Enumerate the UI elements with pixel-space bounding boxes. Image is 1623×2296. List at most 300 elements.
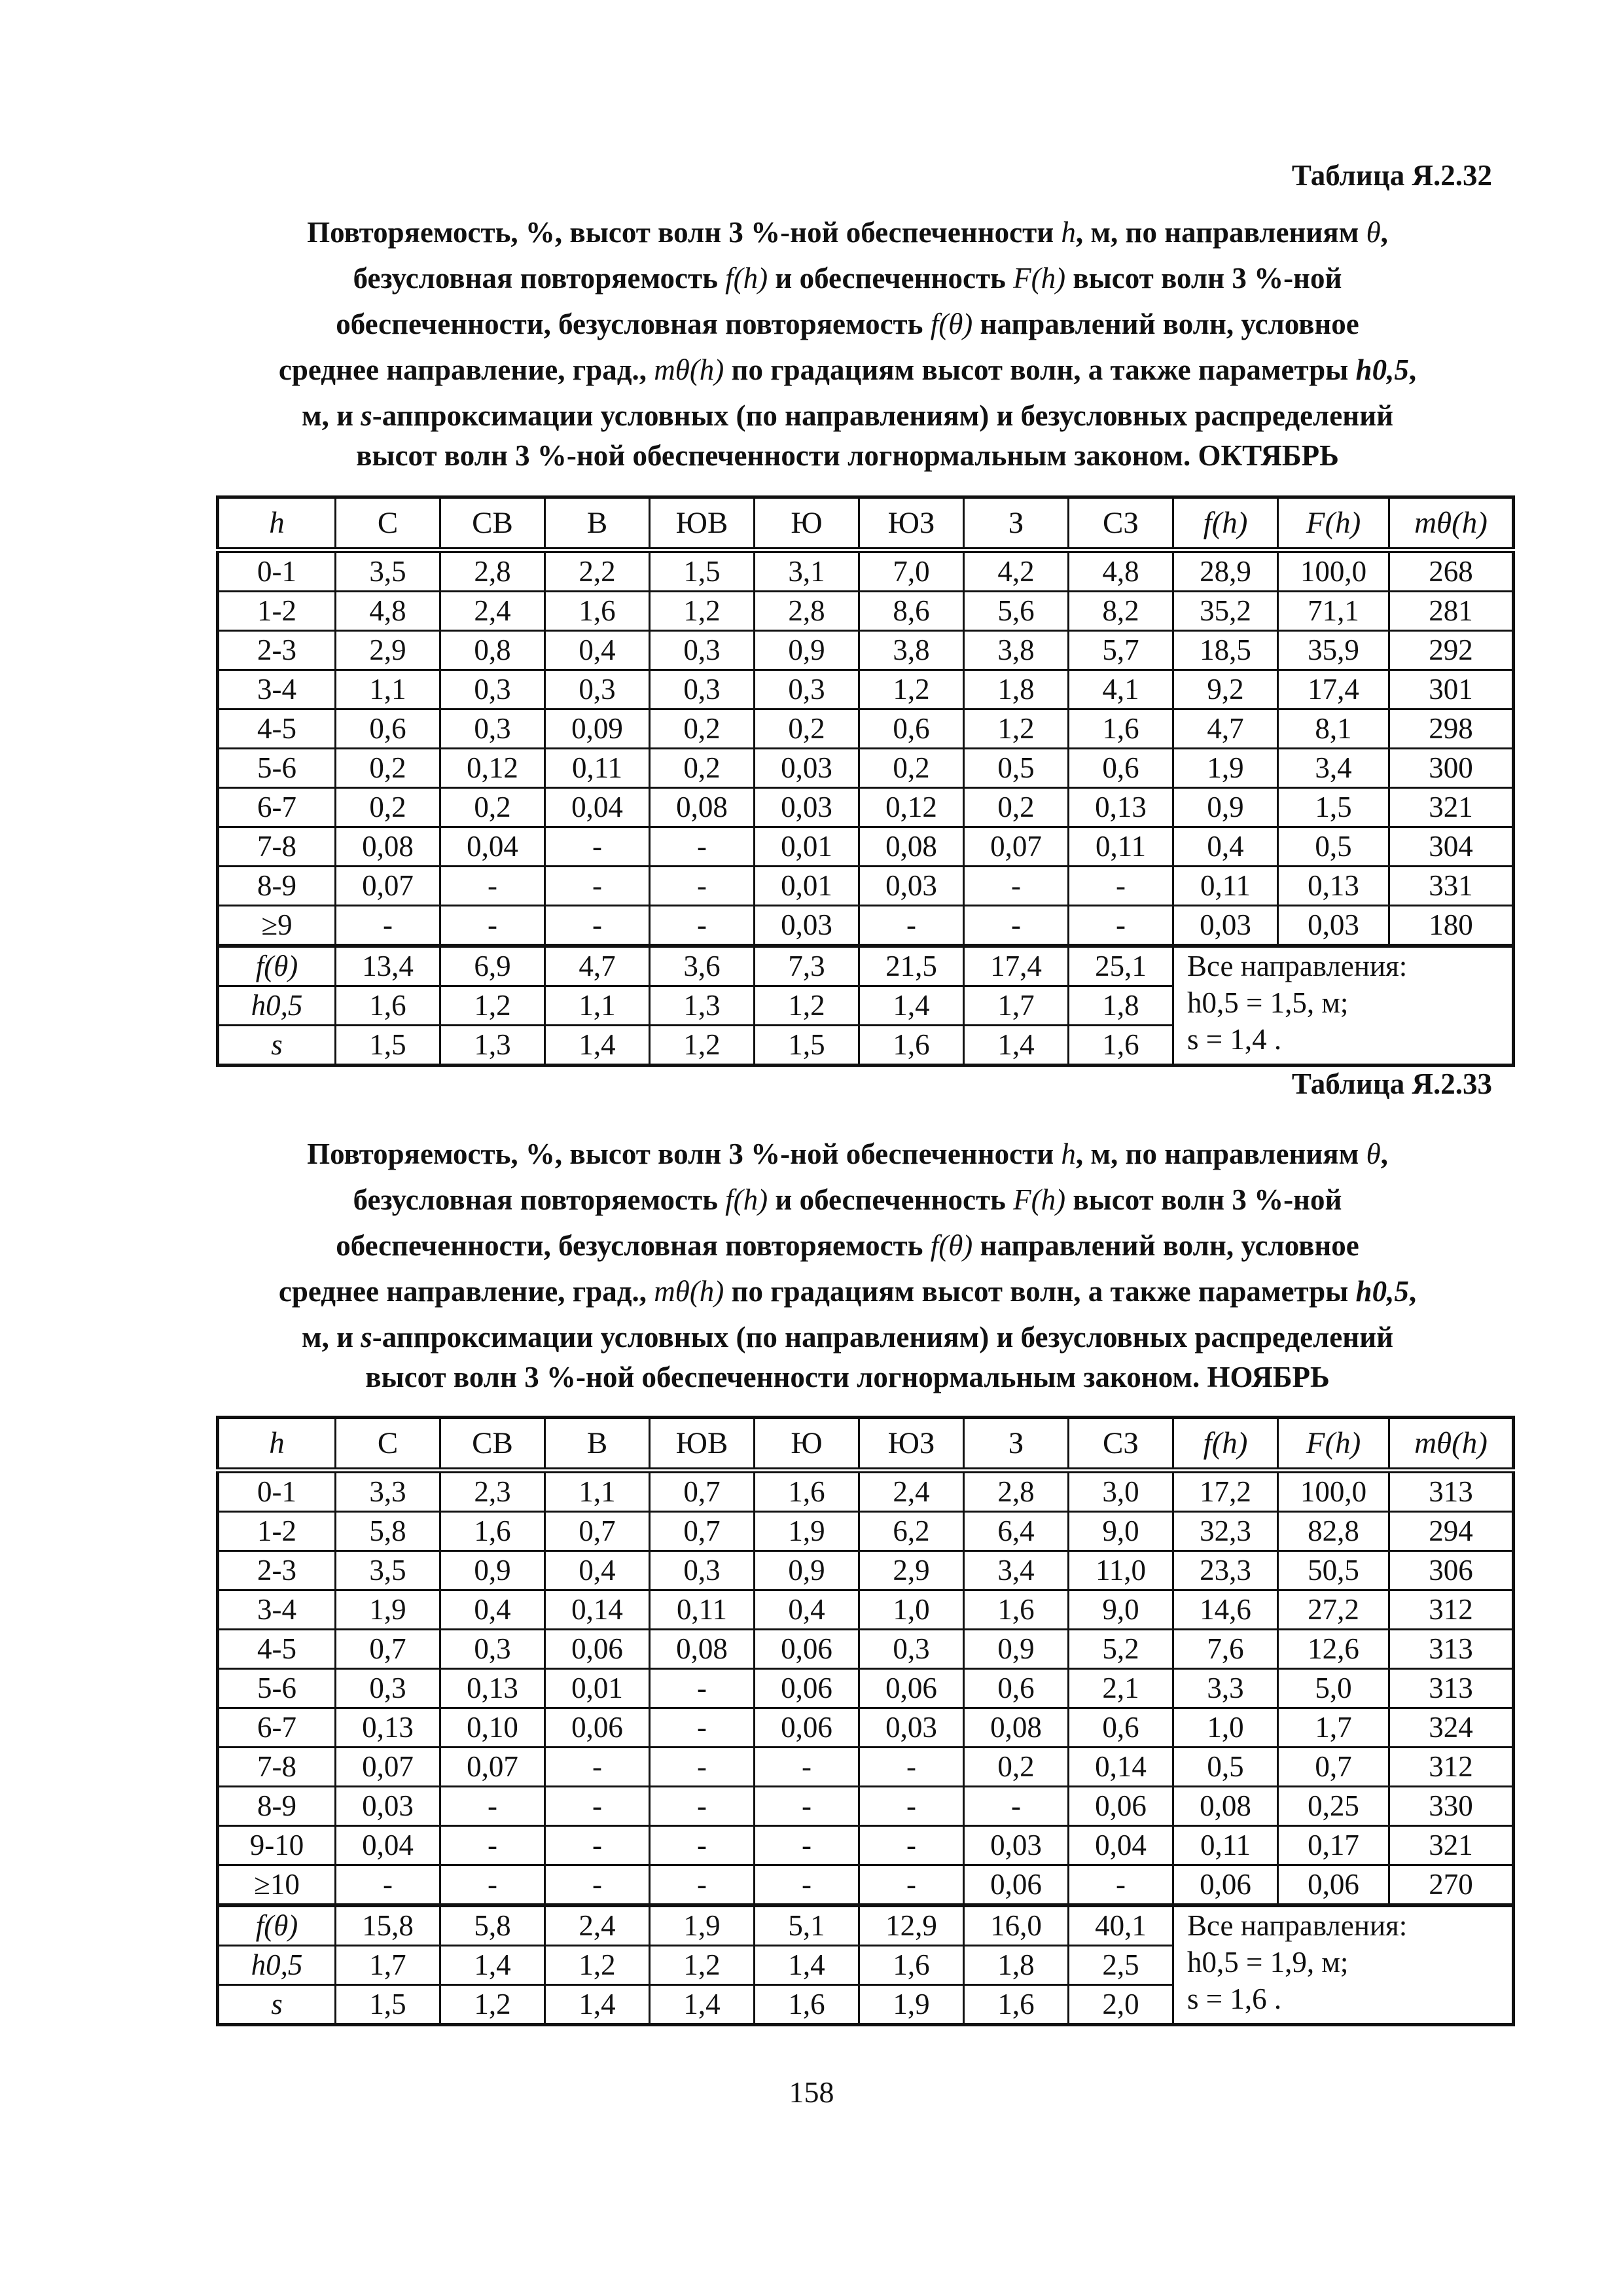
table-row bbox=[218, 1669, 1514, 1708]
table-cell: 313 bbox=[1389, 1630, 1514, 1669]
table-cell: - bbox=[440, 867, 545, 906]
table-row bbox=[218, 749, 1514, 788]
column-header: F(h) bbox=[1278, 497, 1389, 550]
table-cell: 292 bbox=[1389, 631, 1514, 670]
table-row bbox=[218, 709, 1514, 749]
table-cell: 3,5 bbox=[336, 1551, 440, 1590]
table-row bbox=[218, 1590, 1514, 1630]
table-cell: - bbox=[964, 867, 1069, 906]
table-cell: 1,6 bbox=[440, 1512, 545, 1551]
table-cell: 0,12 bbox=[859, 788, 964, 827]
table-cell: 8,1 bbox=[1278, 709, 1389, 749]
caption-line: Повторяемость, %, высот волн 3 %-ной обеспеченности h, м, по направлениям θ, bbox=[307, 216, 1388, 249]
table-cell: 294 bbox=[1389, 1512, 1514, 1551]
table-row bbox=[218, 550, 1514, 592]
table-cell: 9,2 bbox=[1173, 670, 1278, 709]
table-cell: 0,7 bbox=[650, 1471, 755, 1512]
row-header-cell: 2-3 bbox=[218, 631, 336, 670]
table-cell: 8,6 bbox=[859, 592, 964, 631]
table-label: Таблица Я.2.32 bbox=[1291, 159, 1492, 192]
table-row bbox=[218, 1787, 1514, 1826]
footer-cell: 25,1 bbox=[1069, 946, 1173, 986]
table-row bbox=[218, 827, 1514, 867]
table-cell: 0,17 bbox=[1278, 1826, 1389, 1865]
summary-line: Все направления: bbox=[1187, 1909, 1408, 1942]
row-header-cell: 5-6 bbox=[218, 1669, 336, 1708]
table-cell: 100,0 bbox=[1278, 1471, 1389, 1512]
table-cell: 0,9 bbox=[755, 631, 859, 670]
table-row bbox=[218, 1630, 1514, 1669]
table-cell: 324 bbox=[1389, 1708, 1514, 1748]
table-cell: 1,5 bbox=[1278, 788, 1389, 827]
footer-cell: 4,7 bbox=[545, 946, 650, 986]
table-cell: - bbox=[1069, 867, 1173, 906]
footer-row-label: h0,5 bbox=[218, 1946, 336, 1985]
table-cell: - bbox=[545, 1826, 650, 1865]
footer-cell: 1,4 bbox=[964, 1026, 1069, 1066]
table-cell: 1,2 bbox=[859, 670, 964, 709]
wave-table-november bbox=[216, 1416, 1515, 2026]
table-cell: 32,3 bbox=[1173, 1512, 1278, 1551]
column-header: З bbox=[964, 497, 1069, 550]
table-cell: 71,1 bbox=[1278, 592, 1389, 631]
table-cell: 0,08 bbox=[650, 1630, 755, 1669]
table-cell: 0,3 bbox=[440, 1630, 545, 1669]
table-cell: 0,2 bbox=[440, 788, 545, 827]
table-cell: 0,6 bbox=[1069, 749, 1173, 788]
column-header: h bbox=[218, 1418, 336, 1471]
footer-cell: 1,8 bbox=[964, 1946, 1069, 1985]
table-cell: - bbox=[650, 1748, 755, 1787]
footer-row-label: h0,5 bbox=[218, 986, 336, 1026]
table-cell: 3,0 bbox=[1069, 1471, 1173, 1512]
table-cell: 0,9 bbox=[1173, 788, 1278, 827]
table-cell: 1,2 bbox=[964, 709, 1069, 749]
table-cell: 17,2 bbox=[1173, 1471, 1278, 1512]
footer-cell: 16,0 bbox=[964, 1905, 1069, 1946]
footer-cell: 3,6 bbox=[650, 946, 755, 986]
table-cell: 0,06 bbox=[545, 1630, 650, 1669]
table-cell: 298 bbox=[1389, 709, 1514, 749]
table-cell: 2,9 bbox=[859, 1551, 964, 1590]
footer-cell: 1,2 bbox=[755, 986, 859, 1026]
table-cell: 50,5 bbox=[1278, 1551, 1389, 1590]
row-header-cell: 6-7 bbox=[218, 1708, 336, 1748]
footer-cell: 1,4 bbox=[440, 1946, 545, 1985]
table-cell: 28,9 bbox=[1173, 550, 1278, 592]
column-header: З bbox=[964, 1418, 1069, 1471]
table-cell: 0,04 bbox=[545, 788, 650, 827]
table-cell: 0,11 bbox=[650, 1590, 755, 1630]
table-cell: 0,4 bbox=[545, 631, 650, 670]
column-header: f(h) bbox=[1173, 1418, 1278, 1471]
column-header: С bbox=[336, 497, 440, 550]
table-cell: 3,8 bbox=[859, 631, 964, 670]
table-cell: 0,03 bbox=[964, 1826, 1069, 1865]
table-cell: 1,2 bbox=[650, 592, 755, 631]
table-cell: 0,3 bbox=[650, 631, 755, 670]
table-cell: 1,9 bbox=[1173, 749, 1278, 788]
footer-row-label: f(θ) bbox=[218, 946, 336, 986]
table-cell: 0,3 bbox=[755, 670, 859, 709]
table-cell: 1,6 bbox=[1069, 709, 1173, 749]
table-row bbox=[218, 867, 1514, 906]
table-row bbox=[218, 1512, 1514, 1551]
table-cell: 82,8 bbox=[1278, 1512, 1389, 1551]
summary-line: h0,5 = 1,5, м; bbox=[1187, 986, 1349, 1019]
table-cell: 0,4 bbox=[440, 1590, 545, 1630]
table-row bbox=[218, 592, 1514, 631]
table-cell: 0,7 bbox=[650, 1512, 755, 1551]
table-cell: 0,07 bbox=[440, 1748, 545, 1787]
table-cell: 0,08 bbox=[859, 827, 964, 867]
table-cell: 0,13 bbox=[440, 1669, 545, 1708]
summary-line: h0,5 = 1,9, м; bbox=[1187, 1946, 1349, 1979]
table-cell: 0,01 bbox=[545, 1669, 650, 1708]
footer-cell: 1,5 bbox=[336, 1026, 440, 1066]
table-cell: 0,07 bbox=[336, 867, 440, 906]
table-cell: - bbox=[964, 1787, 1069, 1826]
table-cell: 0,08 bbox=[964, 1708, 1069, 1748]
footer-cell: 12,9 bbox=[859, 1905, 964, 1946]
row-header-cell: 0-1 bbox=[218, 1471, 336, 1512]
footer-cell: 1,4 bbox=[545, 1026, 650, 1066]
table-cell: 1,0 bbox=[859, 1590, 964, 1630]
table-cell: 18,5 bbox=[1173, 631, 1278, 670]
footer-cell: 5,8 bbox=[440, 1905, 545, 1946]
table-cell: 0,03 bbox=[859, 867, 964, 906]
column-header: В bbox=[545, 497, 650, 550]
table-cell: 5,2 bbox=[1069, 1630, 1173, 1669]
table-cell: - bbox=[1069, 906, 1173, 946]
footer-cell: 21,5 bbox=[859, 946, 964, 986]
caption-line: м, и s-аппроксимации условных (по направлениям) и безусловных распределений bbox=[301, 1321, 1394, 1354]
table-cell: 2,8 bbox=[964, 1471, 1069, 1512]
table-cell: 0,3 bbox=[859, 1630, 964, 1669]
table-cell: 35,2 bbox=[1173, 592, 1278, 631]
table-cell: 8,2 bbox=[1069, 592, 1173, 631]
table-cell: - bbox=[545, 1865, 650, 1906]
table-cell: 312 bbox=[1389, 1748, 1514, 1787]
row-header-cell: ≥9 bbox=[218, 906, 336, 946]
table-cell: 0,13 bbox=[1278, 867, 1389, 906]
table-row bbox=[218, 1551, 1514, 1590]
table-cell: 9,0 bbox=[1069, 1590, 1173, 1630]
table-cell: 0,8 bbox=[440, 631, 545, 670]
table-cell: 1,9 bbox=[336, 1590, 440, 1630]
column-header: ЮВ bbox=[650, 1418, 755, 1471]
table-cell: 35,9 bbox=[1278, 631, 1389, 670]
table-cell: 0,14 bbox=[545, 1590, 650, 1630]
table-cell: 301 bbox=[1389, 670, 1514, 709]
table-cell: 0,06 bbox=[859, 1669, 964, 1708]
caption-line: обеспеченности, безусловная повторяемость f(θ) направлений волн, условное bbox=[336, 1229, 1359, 1262]
table-cell: 3,4 bbox=[964, 1551, 1069, 1590]
table-row bbox=[218, 906, 1514, 946]
table-caption bbox=[196, 1131, 1499, 1394]
table-cell: 2,3 bbox=[440, 1471, 545, 1512]
table-cell: 2,9 bbox=[336, 631, 440, 670]
table-cell: 0,07 bbox=[336, 1748, 440, 1787]
header-row bbox=[218, 497, 1514, 550]
footer-cell: 1,3 bbox=[440, 1026, 545, 1066]
table-cell: - bbox=[650, 827, 755, 867]
footer-cell: 1,4 bbox=[755, 1946, 859, 1985]
table-cell: 0,01 bbox=[755, 867, 859, 906]
table-cell: - bbox=[440, 1865, 545, 1906]
row-header-cell: 3-4 bbox=[218, 670, 336, 709]
footer-row bbox=[218, 946, 1514, 986]
table-cell: - bbox=[755, 1787, 859, 1826]
caption-line: среднее направление, град., mθ(h) по градациям высот волн, а также параметры h0,5, bbox=[278, 353, 1417, 386]
table-cell: - bbox=[545, 867, 650, 906]
table-cell: 0,03 bbox=[1173, 906, 1278, 946]
table-cell: 0,03 bbox=[1278, 906, 1389, 946]
footer-cell: 1,6 bbox=[1069, 1026, 1173, 1066]
column-header: f(h) bbox=[1173, 497, 1278, 550]
footer-cell: 2,0 bbox=[1069, 1985, 1173, 2025]
table-cell: 100,0 bbox=[1278, 550, 1389, 592]
table-cell: 0,11 bbox=[1173, 1826, 1278, 1865]
table-cell: 0,04 bbox=[440, 827, 545, 867]
row-header-cell: 1-2 bbox=[218, 592, 336, 631]
table-cell: 5,7 bbox=[1069, 631, 1173, 670]
table-cell: 4,8 bbox=[336, 592, 440, 631]
footer-cell: 1,4 bbox=[859, 986, 964, 1026]
table-cell: 23,3 bbox=[1173, 1551, 1278, 1590]
table-cell: 12,6 bbox=[1278, 1630, 1389, 1669]
table-row bbox=[218, 1748, 1514, 1787]
table-cell: 0,14 bbox=[1069, 1748, 1173, 1787]
summary-line: s = 1,6 . bbox=[1187, 1982, 1282, 2015]
footer-cell: 1,6 bbox=[755, 1985, 859, 2025]
table-cell: 1,6 bbox=[545, 592, 650, 631]
table-cell: 0,2 bbox=[336, 788, 440, 827]
table-cell: 0,11 bbox=[1173, 867, 1278, 906]
table-cell: 0,03 bbox=[859, 1708, 964, 1748]
table-cell: 268 bbox=[1389, 550, 1514, 592]
table-cell: - bbox=[755, 1865, 859, 1906]
table-cell: - bbox=[545, 1787, 650, 1826]
row-header-cell: 1-2 bbox=[218, 1512, 336, 1551]
table-cell: 0,07 bbox=[964, 827, 1069, 867]
table-cell: 1,0 bbox=[1173, 1708, 1278, 1748]
table-cell: 0,5 bbox=[1278, 827, 1389, 867]
footer-cell: 13,4 bbox=[336, 946, 440, 986]
footer-cell: 1,7 bbox=[964, 986, 1069, 1026]
table-cell: 1,7 bbox=[1278, 1708, 1389, 1748]
row-header-cell: 7-8 bbox=[218, 1748, 336, 1787]
table-cell: - bbox=[650, 1826, 755, 1865]
table-cell: 321 bbox=[1389, 788, 1514, 827]
column-header: В bbox=[545, 1418, 650, 1471]
table-row bbox=[218, 1708, 1514, 1748]
table-cell: 0,3 bbox=[440, 670, 545, 709]
table-cell: 0,4 bbox=[1173, 827, 1278, 867]
table-cell: 330 bbox=[1389, 1787, 1514, 1826]
table-cell: 0,12 bbox=[440, 749, 545, 788]
footer-cell: 7,3 bbox=[755, 946, 859, 986]
footer-cell: 40,1 bbox=[1069, 1905, 1173, 1946]
footer-cell: 1,7 bbox=[336, 1946, 440, 1985]
table-cell: 312 bbox=[1389, 1590, 1514, 1630]
table-cell: 0,2 bbox=[964, 788, 1069, 827]
table-cell: 0,25 bbox=[1278, 1787, 1389, 1826]
caption-line: безусловная повторяемость f(h) и обеспеченность F(h) высот волн 3 %-ной bbox=[353, 1183, 1342, 1216]
table-cell: 3,1 bbox=[755, 550, 859, 592]
table-cell: - bbox=[336, 1865, 440, 1906]
footer-cell: 1,1 bbox=[545, 986, 650, 1026]
table-cell: 0,4 bbox=[545, 1551, 650, 1590]
table-cell: - bbox=[650, 1669, 755, 1708]
table-cell: 0,06 bbox=[1173, 1865, 1278, 1906]
table-cell: 0,3 bbox=[440, 709, 545, 749]
table-cell: - bbox=[650, 1865, 755, 1906]
table-row bbox=[218, 631, 1514, 670]
column-header: ЮВ bbox=[650, 497, 755, 550]
table-label: Таблица Я.2.33 bbox=[1291, 1067, 1492, 1100]
column-header: С bbox=[336, 1418, 440, 1471]
caption-line: безусловная повторяемость f(h) и обеспеченность F(h) высот волн 3 %-ной bbox=[353, 262, 1342, 295]
table-cell: 2,4 bbox=[440, 592, 545, 631]
table-cell: 0,11 bbox=[1069, 827, 1173, 867]
column-header: СЗ bbox=[1069, 497, 1173, 550]
caption-line: среднее направление, град., mθ(h) по градациям высот волн, а также параметры h0,5, bbox=[278, 1275, 1417, 1308]
summary-line: Все направления: bbox=[1187, 950, 1408, 982]
table-cell: 0,01 bbox=[755, 827, 859, 867]
table-cell: 313 bbox=[1389, 1471, 1514, 1512]
table-cell: 0,03 bbox=[755, 788, 859, 827]
all-directions-summary bbox=[1173, 946, 1514, 1066]
table-cell: 0,06 bbox=[1278, 1865, 1389, 1906]
footer-cell: 15,8 bbox=[336, 1905, 440, 1946]
table-caption bbox=[196, 209, 1499, 473]
footer-cell: 1,6 bbox=[964, 1985, 1069, 2025]
column-header: ЮЗ bbox=[859, 1418, 964, 1471]
footer-cell: 1,4 bbox=[545, 1985, 650, 2025]
table-cell: 0,2 bbox=[859, 749, 964, 788]
table-cell: 14,6 bbox=[1173, 1590, 1278, 1630]
table-cell: 313 bbox=[1389, 1669, 1514, 1708]
caption-line: высот волн 3 %-ной обеспеченности логнормальным законом. ОКТЯБРЬ bbox=[356, 439, 1339, 472]
table-cell: 3,5 bbox=[336, 550, 440, 592]
table-cell: 5,6 bbox=[964, 592, 1069, 631]
footer-cell: 1,6 bbox=[859, 1946, 964, 1985]
table-cell: 0,7 bbox=[1278, 1748, 1389, 1787]
column-header: СЗ bbox=[1069, 1418, 1173, 1471]
table-cell: 0,13 bbox=[1069, 788, 1173, 827]
table-cell: 1,6 bbox=[964, 1590, 1069, 1630]
footer-cell: 1,2 bbox=[440, 986, 545, 1026]
table-cell: 0,08 bbox=[650, 788, 755, 827]
table-cell: - bbox=[755, 1748, 859, 1787]
table-cell: 0,03 bbox=[336, 1787, 440, 1826]
table-cell: 4,7 bbox=[1173, 709, 1278, 749]
footer-cell: 1,5 bbox=[336, 1985, 440, 2025]
column-header: СВ bbox=[440, 1418, 545, 1471]
table-cell: 0,6 bbox=[859, 709, 964, 749]
table-cell: - bbox=[440, 1787, 545, 1826]
table-cell: 281 bbox=[1389, 592, 1514, 631]
table-cell: 0,2 bbox=[650, 709, 755, 749]
caption-line: высот волн 3 %-ной обеспеченности логнормальным законом. НОЯБРЬ bbox=[365, 1361, 1330, 1393]
table-cell: 0,10 bbox=[440, 1708, 545, 1748]
table-cell: 3,8 bbox=[964, 631, 1069, 670]
table-cell: 270 bbox=[1389, 1865, 1514, 1906]
table-cell: 300 bbox=[1389, 749, 1514, 788]
table-row bbox=[218, 788, 1514, 827]
table-cell: 0,5 bbox=[964, 749, 1069, 788]
table-cell: 0,7 bbox=[336, 1630, 440, 1669]
table-cell: 304 bbox=[1389, 827, 1514, 867]
table-cell: 0,09 bbox=[545, 709, 650, 749]
row-header-cell: 5-6 bbox=[218, 749, 336, 788]
table-cell: 1,9 bbox=[755, 1512, 859, 1551]
table-cell: 2,2 bbox=[545, 550, 650, 592]
row-header-cell: 7-8 bbox=[218, 827, 336, 867]
table-cell: - bbox=[755, 1826, 859, 1865]
footer-cell: 1,8 bbox=[1069, 986, 1173, 1026]
table-cell: 0,7 bbox=[545, 1512, 650, 1551]
table-cell: - bbox=[1069, 1865, 1173, 1906]
table-cell: - bbox=[650, 1787, 755, 1826]
table-cell: 2,1 bbox=[1069, 1669, 1173, 1708]
table-cell: - bbox=[859, 1826, 964, 1865]
table-cell: 0,06 bbox=[755, 1669, 859, 1708]
table-cell: - bbox=[650, 906, 755, 946]
row-header-cell: 9-10 bbox=[218, 1826, 336, 1865]
row-header-cell: 4-5 bbox=[218, 1630, 336, 1669]
table-row bbox=[218, 670, 1514, 709]
footer-cell: 1,3 bbox=[650, 986, 755, 1026]
table-cell: - bbox=[545, 1748, 650, 1787]
table-row bbox=[218, 1865, 1514, 1906]
footer-cell: 17,4 bbox=[964, 946, 1069, 986]
table-cell: 306 bbox=[1389, 1551, 1514, 1590]
table-cell: 0,06 bbox=[964, 1865, 1069, 1906]
table-cell: 0,04 bbox=[336, 1826, 440, 1865]
table-row bbox=[218, 1471, 1514, 1512]
table-cell: 0,03 bbox=[755, 749, 859, 788]
table-cell: 0,06 bbox=[545, 1708, 650, 1748]
table-cell: 4,1 bbox=[1069, 670, 1173, 709]
table-cell: 3,4 bbox=[1278, 749, 1389, 788]
caption-line: Повторяемость, %, высот волн 3 %-ной обеспеченности h, м, по направлениям θ, bbox=[307, 1138, 1388, 1170]
table-cell: 2,8 bbox=[755, 592, 859, 631]
table-cell: 27,2 bbox=[1278, 1590, 1389, 1630]
table-cell: - bbox=[650, 1708, 755, 1748]
footer-cell: 2,5 bbox=[1069, 1946, 1173, 1985]
row-header-cell: 4-5 bbox=[218, 709, 336, 749]
table-cell: 0,06 bbox=[755, 1708, 859, 1748]
table-cell: 4,2 bbox=[964, 550, 1069, 592]
table-cell: 0,03 bbox=[755, 906, 859, 946]
footer-cell: 2,4 bbox=[545, 1905, 650, 1946]
table-cell: 0,9 bbox=[440, 1551, 545, 1590]
footer-cell: 1,6 bbox=[336, 986, 440, 1026]
table-cell: 0,6 bbox=[336, 709, 440, 749]
table-cell: 2,8 bbox=[440, 550, 545, 592]
table-cell: 0,04 bbox=[1069, 1826, 1173, 1865]
header-row bbox=[218, 1418, 1514, 1471]
page-number: 158 bbox=[789, 2075, 834, 2109]
table-cell: 0,9 bbox=[755, 1551, 859, 1590]
table-cell: 17,4 bbox=[1278, 670, 1389, 709]
table-cell: 0,5 bbox=[1173, 1748, 1278, 1787]
table-cell: 9,0 bbox=[1069, 1512, 1173, 1551]
table-cell: 0,4 bbox=[755, 1590, 859, 1630]
table-cell: 0,3 bbox=[650, 670, 755, 709]
